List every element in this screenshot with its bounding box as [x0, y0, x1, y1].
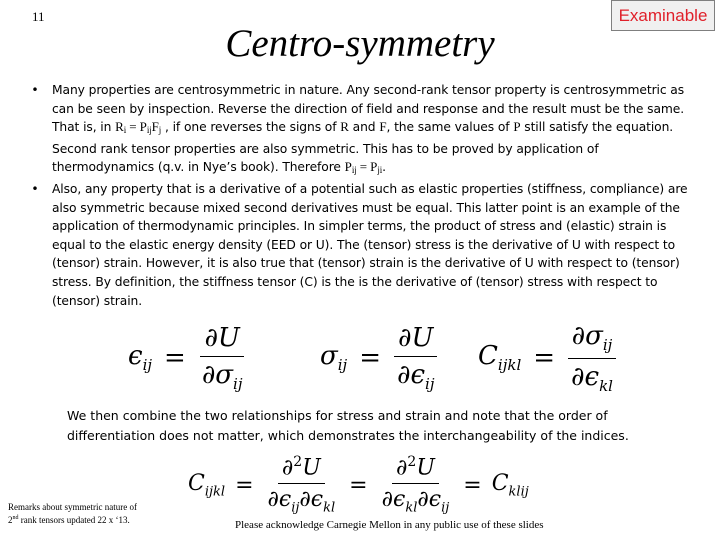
denominator: $\partial\epsilon_{ij}\partial\epsilon_{kl}$ [267, 487, 336, 516]
remarks-line: rank tensors updated 22 x ‘13. [18, 515, 130, 525]
remarks-number: 2 [8, 515, 13, 525]
fraction [393, 323, 438, 393]
text-segment: , the same values of [386, 120, 514, 135]
slide-title: Centro-symmetry [225, 22, 495, 65]
equations-row [128, 318, 688, 398]
equals-sign: = [359, 343, 381, 373]
math-subscript: ji [377, 165, 383, 176]
examinable-badge: Examinable [611, 0, 715, 31]
text-segment: . [382, 160, 386, 175]
equation-lhs: $C_{ijkl}$ [188, 470, 226, 500]
bullet-marker: • [31, 181, 39, 196]
equals-sign: = [235, 472, 254, 498]
strain-equation [128, 318, 246, 398]
slide-number: 11 [32, 9, 45, 24]
equals-sign: = [463, 472, 482, 498]
remarks-footnote [8, 502, 188, 526]
text-segment: Many properties are centrosymmetric in nature. Any second-rank tensor property is centrosymmetric as can be seen by inspection. Reverse the direction of field and response and the result must be the same. That is, in [52, 83, 685, 135]
denominator: $\partial\epsilon_{ij}$ [397, 359, 435, 394]
numerator: ∂U [394, 323, 437, 357]
equals-sign: = [349, 472, 368, 498]
equation-lhs: $\epsilon_{ij}$ [128, 341, 153, 375]
denominator: $\partial\epsilon_{kl}$ [571, 361, 613, 395]
math-symbol: P [513, 119, 521, 135]
equation-lhs: $\sigma_{ij}$ [320, 341, 348, 375]
fraction [567, 321, 617, 394]
fraction [378, 454, 454, 516]
numerator: ∂$^2$U [278, 454, 325, 484]
numerator: ∂U [200, 323, 243, 357]
symmetry-equation [188, 452, 529, 518]
denominator: $\partial\sigma_{ij}$ [201, 359, 243, 394]
bullet-item-centrosymmetry [30, 81, 698, 180]
math-symbol: R [115, 119, 124, 135]
math-subscript: j [158, 125, 162, 136]
stiffness-equation [478, 318, 617, 398]
equals-sign: = [533, 343, 556, 373]
math-symbol: P [139, 119, 147, 135]
bullet-text: Also, any property that is a derivative of a potential such as elastic properties (stiffness, compliance) are also symmetric because mixed second derivatives must be equal. This latter point is an example of the application of thermodynamic principles. In simpler terms, the product of stress and (elastic) strain is equal to the elastic energy density (EED or U). The (tensor) stress is the derivative of U with respect to (tensor) strain. However, it is also true that (tensor) strain is the derivative of U with respect to (tensor) stress. By definition, the stiffness tensor (C) is the is the derivative of (tensor) stress with respect to (tensor) strain. [52, 181, 688, 308]
text-segment: = [126, 119, 140, 135]
stress-equation [320, 318, 438, 398]
math-symbol: F [151, 119, 159, 135]
fraction [264, 454, 340, 516]
math-subscript: ij [146, 125, 152, 136]
text-segment: , if one reverses the signs of [161, 120, 341, 135]
math-subscript: ij [351, 165, 357, 176]
math-symbol: P [370, 159, 378, 175]
numerator: ∂$^2$U [392, 454, 439, 484]
math-symbol: P [344, 159, 352, 175]
math-symbol: R [340, 119, 349, 135]
numerator: $\partial\sigma_{ij}$ [568, 321, 617, 358]
bullet-list [30, 81, 698, 310]
text-segment: still satisfy the equation. Second rank tensor properties are [52, 120, 674, 156]
bullet-marker: • [31, 83, 39, 97]
bullet-item-derivative-potential [30, 180, 698, 310]
math-subscript: i [123, 125, 127, 136]
equation-lhs: $C_{ijkl}$ [478, 341, 522, 375]
combine-paragraph: We then combine the two relationships for stress and strain and note that the order of differentiation does not matter, which demonstrates the interchangeability of the indices. [67, 408, 629, 443]
text-segment: = [356, 159, 371, 175]
fraction [198, 323, 247, 393]
math-symbol: F [379, 119, 387, 135]
acknowledgement-footer: Please acknowledge Carnegie Mellon in any public use of these slides [235, 519, 544, 531]
denominator: $\partial\epsilon_{kl}\partial\epsilon_{ij}$ [381, 487, 450, 516]
bullet-text [52, 83, 684, 174]
emphasis-word: also [262, 141, 288, 156]
remarks-superscript: nd [12, 515, 19, 521]
equation-rhs: $C_{klij}$ [491, 470, 529, 500]
text-segment: and [348, 120, 380, 135]
equals-sign: = [164, 343, 186, 373]
remarks-line: Remarks about symmetric nature of [8, 502, 137, 512]
text-segment: symmetric. This has to be proved by application of thermodynamics (q.v. in Nye’s book). Therefore [52, 141, 599, 175]
